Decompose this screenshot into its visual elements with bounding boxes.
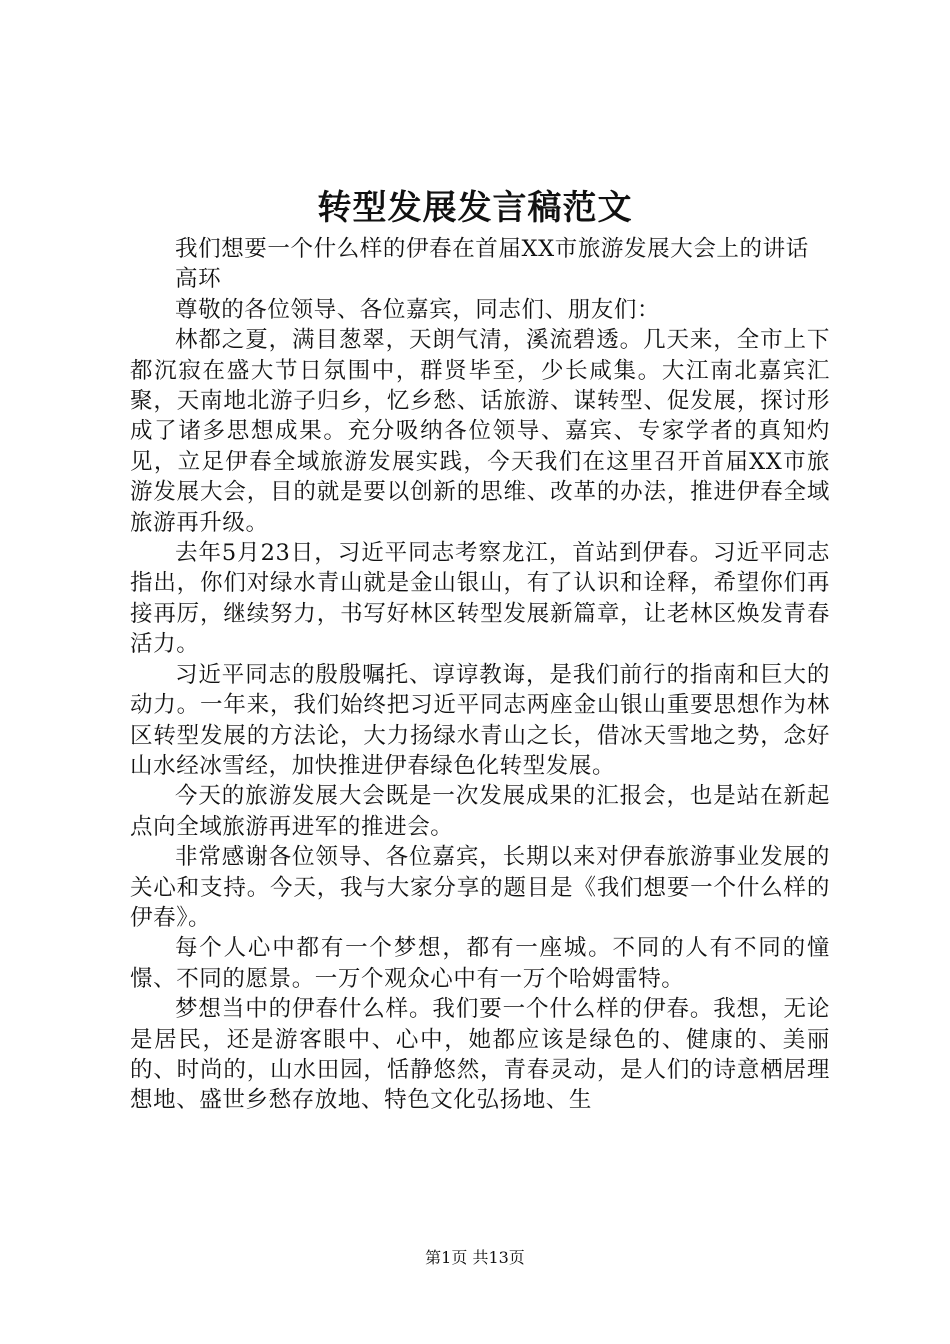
page-number-footer: 第1页 共13页 [425, 1248, 525, 1267]
paragraph-body: 每个人心中都有一个梦想，都有一座城。不同的人有不同的憧憬、不同的愿景。一万个观众心中有一万个哈姆雷特。 [130, 935, 830, 992]
paragraph-body: 梦想当中的伊春什么样。我们要一个什么样的伊春。我想，无论是居民，还是游客眼中、心中，她都应该是绿色的、健康的、美丽的、时尚的，山水田园，恬静悠然，青春灵动，是人们的诗意栖居理想地、盛世乡愁存放地、特色文化弘扬地、生 [130, 996, 830, 1114]
document-body [130, 234, 830, 1116]
paragraph-body: 今天的旅游发展大会既是一次发展成果的汇报会，也是站在新起点向全域旅游再进军的推进会。 [130, 783, 830, 840]
page-title: 转型发展发言稿范文 [317, 188, 633, 228]
paragraph-body: 去年5月23日，习近平同志考察龙江，首站到伊春。习近平同志指出，你们对绿水青山就是金山银山，有了认识和诠释，希望你们再接再厉，继续努力，书写好林区转型发展新篇章，让老林区焕发青春活力。 [130, 540, 830, 658]
paragraph-salutation: 尊敬的各位领导、各位嘉宾，同志们、朋友们： [175, 296, 661, 323]
paragraph-speech-heading: 我们想要一个什么样的伊春在首届XX市旅游发展大会上的讲话 [175, 236, 809, 262]
paragraph-body: 习近平同志的殷殷嘱托、谆谆教诲，是我们前行的指南和巨大的动力。一年来，我们始终把习近平同志两座金山银山重要思想作为林区转型发展的方法论，大力扬绿水青山之长，借冰天雪地之势，念好山水经冰雪经，加快推进伊春绿色化转型发展。 [130, 661, 830, 779]
paragraph-speaker-name: 高环 [175, 266, 222, 293]
paragraph-body: 非常感谢各位领导、各位嘉宾，长期以来对伊春旅游事业发展的关心和支持。今天，我与大家分享的题目是《我们想要一个什么样的伊春》。 [130, 844, 830, 931]
paragraph-body: 林都之夏，满目葱翠，天朗气清，溪流碧透。几天来，全市上下都沉寂在盛大节日氛围中，群贤毕至，少长咸集。大江南北嘉宾汇聚，天南地北游子归乡，忆乡愁、话旅游、谋转型、促发展，探讨形成了诸多思想成果。充分吸纳各位领导、嘉宾、专家学者的真知灼见，立足伊春全域旅游发展实践，今天我们在这里召开首届XX市旅游发展大会，目的就是要以创新的思维、改革的办法，推进伊春全域旅游再升级。 [130, 327, 830, 536]
